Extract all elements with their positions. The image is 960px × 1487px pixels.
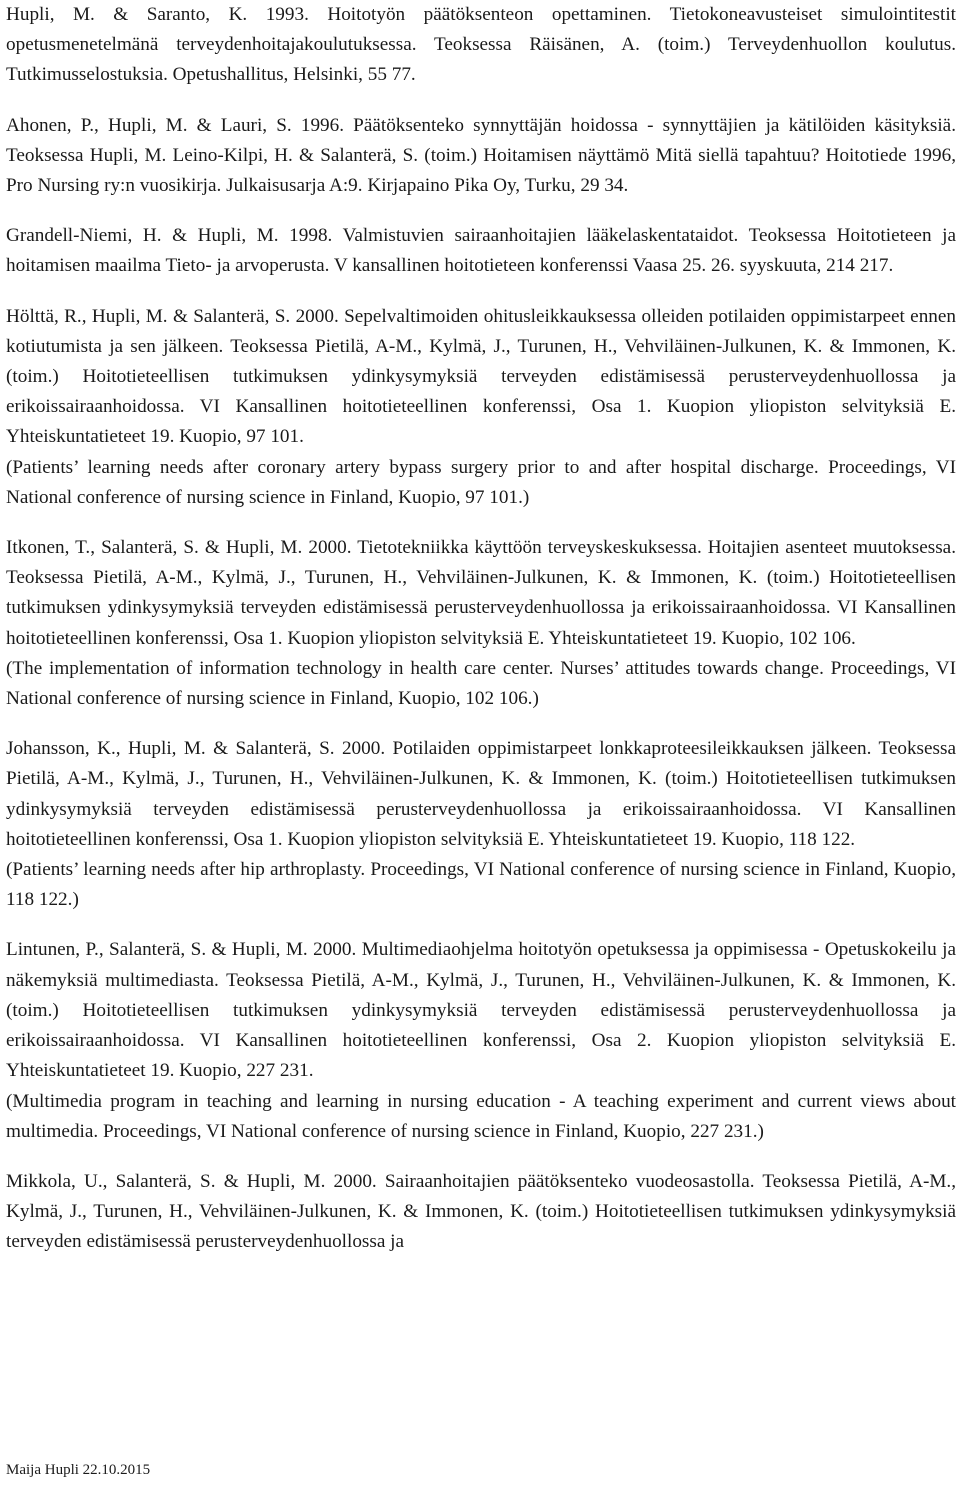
reference-entry xyxy=(6,302,956,513)
reference-translation: (The implementation of information technology in health care center. Nurses’ attitudes towards change. Proceedings, VI National conference of nursing science in Finland, Kuopio, 102 106.) xyxy=(6,657,956,710)
reference-entry xyxy=(6,111,956,202)
reference-text: Itkonen, T., Salanterä, S. & Hupli, M. 2000. Tietotekniikka käyttöön terveyskeskuksessa. Hoitajien asenteet muutoksessa. Teoksessa Pietilä, A-M., Kylmä, J., Turunen, H., Vehviläinen-Julkunen, K. & Immonen, K. (toim.) Hoitotieteellisen tutkimuksen ydinkysymyksiä terveyden edistämisessä perusterveydenhuollossa ja erikoissairaanhoidossa. VI Kansallinen hoitotieteellinen konferenssi, Osa 1. Kuopion yliopiston selvityksiä E. Yhteiskuntatieteet 19. Kuopio, 102 106. xyxy=(6,537,956,649)
reference-text: Lintunen, P., Salanterä, S. & Hupli, M. 2000. Multimediaohjelma hoitotyön opetuksessa ja oppimisessa - Opetuskokeilu ja näkemyksiä multimediasta. Teoksessa Pietilä, A-M., Kylmä, J., Turunen, H., Vehviläinen-Julkunen, K. & Immonen, K. (toim.) Hoitotieteellisen tutkimuksen ydinkysymyksiä terveyden edistämisessä perusterveydenhuollossa ja erikoissairaanhoidossa. VI Kansallinen hoitotieteellinen konferenssi, Osa 2. Kuopion yliopiston selvityksiä E. Yhteiskuntatieteet 19. Kuopio, 227 231. xyxy=(6,939,956,1082)
reference-text: Grandell-Niemi, H. & Hupli, M. 1998. Valmistuvien sairaanhoitajien lääkelaskentataidot. Teoksessa Hoitotieteen ja hoitamisen maailma Tieto- ja arvoperusta. V kansallinen hoitotieteen konferenssi Vaasa 25. 26. syyskuuta, 214 217. xyxy=(6,225,956,277)
reference-text: Hupli, M. & Saranto, K. 1993. Hoitotyön päätöksenteon opettaminen. Tietokoneavusteiset simulointitestit opetusmenetelmänä terveydenhoitajakoulutuksessa. Teoksessa Räisänen, A. (toim.) Terveydenhuollon koulutus. Tutkimusselostuksia. Opetushallitus, Helsinki, 55 77. xyxy=(6,4,956,86)
reference-text: Mikkola, U., Salanterä, S. & Hupli, M. 2000. Sairaanhoitajien päätöksenteko vuodeosastolla. Teoksessa Pietilä, A-M., Kylmä, J., Turunen, H., Vehviläinen-Julkunen, K. & Immonen, K. (toim.) Hoitotieteellisen tutkimuksen ydinkysymyksiä terveyden edistämisessä perusterveydenhuollossa ja xyxy=(6,1170,956,1253)
reference-translation: (Patients’ learning needs after hip arthroplasty. Proceedings, VI National conference of nursing science in Finland, Kuopio, 118 122.) xyxy=(6,859,956,911)
reference-text: Hölttä, R., Hupli, M. & Salanterä, S. 2000. Sepelvaltimoiden ohitusleikkauksessa olleiden potilaiden oppimistarpeet ennen kotiutumista ja sen jälkeen. Teoksessa Pietilä, A-M., Kylmä, J., Turunen, H., Vehviläinen-Julkunen, K. & Immonen, K. (toim.) Hoitotieteellisen tutkimuksen ydinkysymyksiä terveyden edistämisessä perusterveydenhuollossa ja erikoissairaanhoidossa. VI Kansallinen hoitotieteellinen konferenssi, Osa 1. Kuopion yliopiston selvityksiä E. Yhteiskuntatieteet 19. Kuopio, 97 101. xyxy=(6,305,956,448)
reference-translation: (Multimedia program in teaching and learning in nursing education - A teaching experiment and current views about multimedia. Proceedings, VI National conference of nursing science in Finland, Kuopio, 227 231.) xyxy=(6,1090,956,1142)
reference-entry xyxy=(6,533,956,714)
reference-text: Ahonen, P., Hupli, M. & Lauri, S. 1996. Päätöksenteko synnyttäjän hoidossa - synnyttäjien ja kätilöiden käsityksiä. Teoksessa Hupli, M. Leino-Kilpi, H. & Salanterä, S. (toim.) Hoitamisen näyttämö Mitä siellä tapahtuu? Hoitotiede 1996, Pro Nursing ry:n vuosikirja. Julkaisusarja A:9. Kirjapaino Pika Oy, Turku, 29 34. xyxy=(6,114,956,197)
document-page xyxy=(6,0,956,1278)
reference-translation: (Patients’ learning needs after coronary artery bypass surgery prior to and after hospital discharge. Proceedings, VI National conference of nursing science in Finland, Kuopio, 97 101.) xyxy=(6,456,956,508)
reference-entry xyxy=(6,1167,956,1258)
reference-entry xyxy=(6,221,956,281)
reference-entry xyxy=(6,0,956,91)
reference-text: Johansson, K., Hupli, M. & Salanterä, S. 2000. Potilaiden oppimistarpeet lonkkaproteesileikkauksen jälkeen. Teoksessa Pietilä, A-M., Kylmä, J., Turunen, H., Vehviläinen-Julkunen, K. & Immonen, K. (toim.) Hoitotieteellisen tutkimuksen ydinkysymyksiä terveyden edistämisessä perusterveydenhuollossa ja erikoissairaanhoidossa. VI Kansallinen hoitotieteellinen konferenssi, Osa 1. Kuopion yliopiston selvityksiä E. Yhteiskuntatieteet 19. Kuopio, 118 122. xyxy=(6,738,956,850)
reference-entry xyxy=(6,734,956,915)
reference-entry xyxy=(6,935,956,1146)
page-footer: Maija Hupli 22.10.2015 xyxy=(6,1462,151,1478)
